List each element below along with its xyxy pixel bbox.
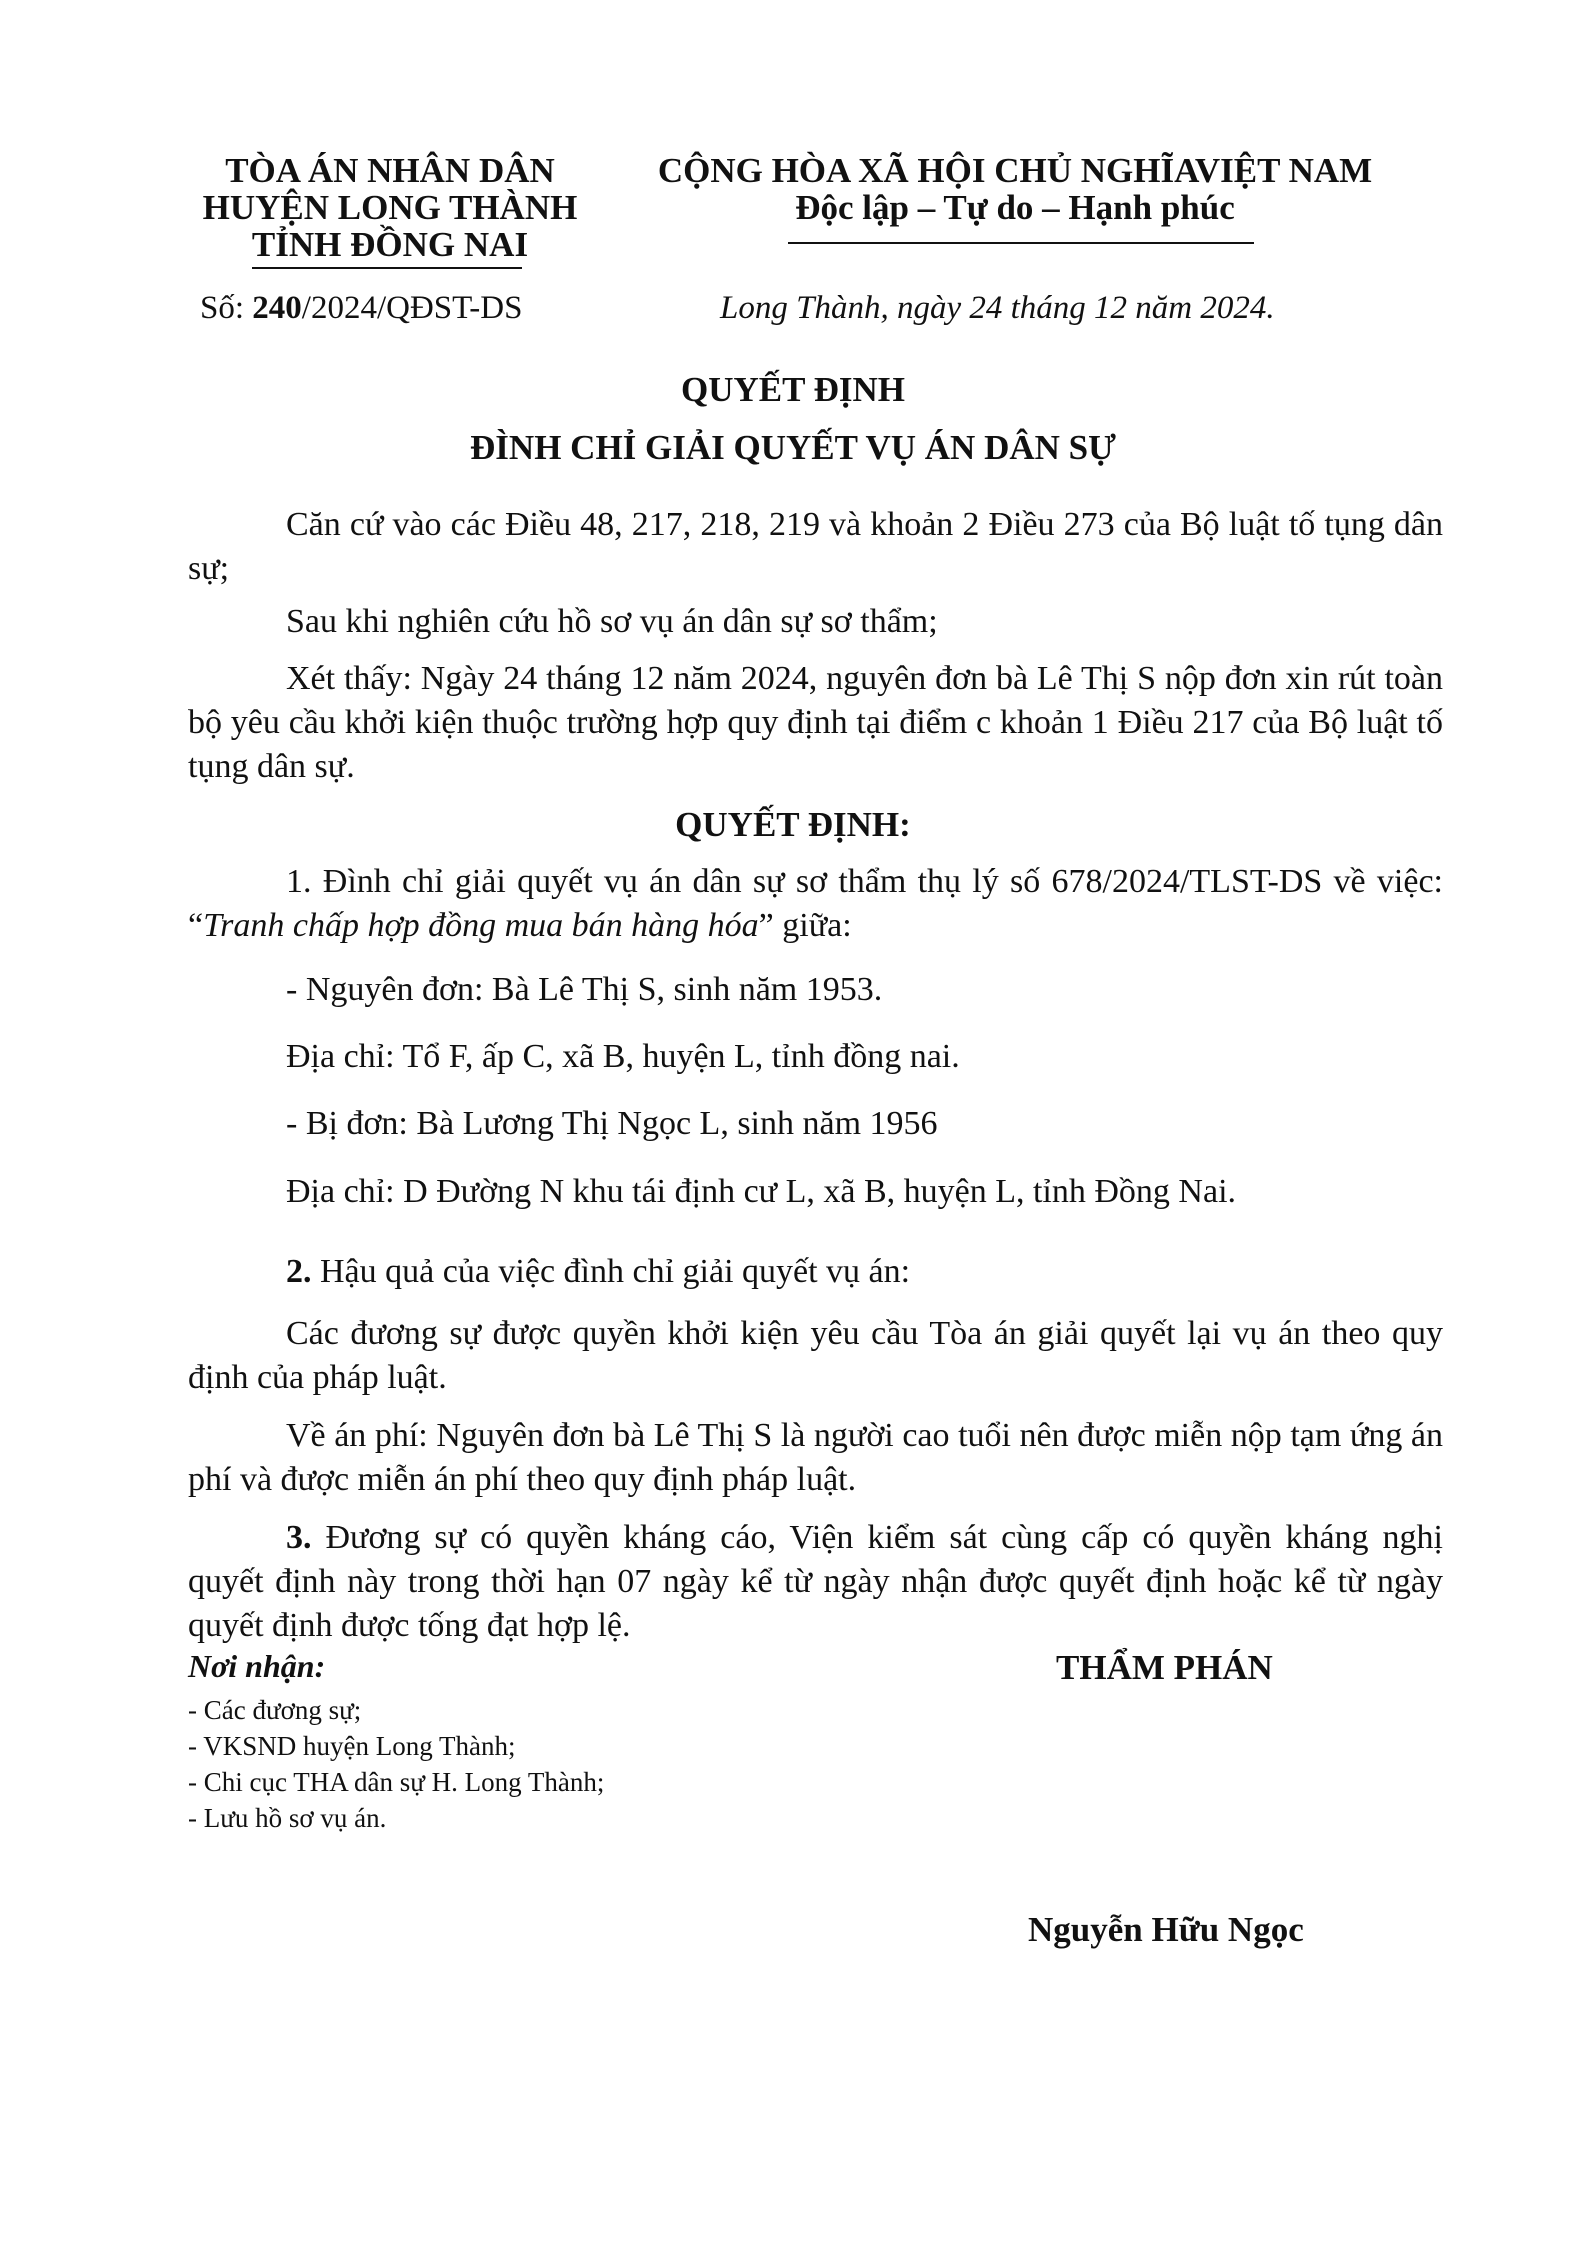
recipients-label: Nơi nhận: (188, 1648, 326, 1684)
recipient-item: - Chi cục THA dân sự H. Long Thành; (188, 1767, 605, 1797)
document-number (200, 290, 522, 327)
preamble-review: Sau khi nghiên cứu hồ sơ vụ án dân sự sơ thẩm; (286, 603, 938, 640)
document-subtitle: ĐÌNH CHỈ GIẢI QUYẾT VỤ ÁN DÂN SỰ (470, 428, 1116, 467)
court-line-3: TỈNH ĐỒNG NAI (251, 225, 529, 264)
item2-right-to-sue: Các đương sự được quyền khởi kiện yêu cầu Tòa án giải quyết lại vụ án theo quy định của pháp luật. (188, 1315, 1443, 1396)
court-line-2: HUYỆN LONG THÀNH (202, 188, 578, 227)
recipient-item: - VKSND huyện Long Thành; (188, 1731, 516, 1761)
nation-motto: Độc lập – Tự do – Hạnh phúc (795, 188, 1235, 227)
court-line-1: TÒA ÁN NHÂN DÂN (225, 151, 555, 190)
plaintiff-address: Địa chỉ: Tổ F, ấp C, xã B, huyện L, tỉnh đồng nai. (286, 1038, 960, 1075)
number-value: 240 (252, 290, 302, 326)
item1-text-before: 1. Đình chỉ giải quyết vụ án dân sự sơ thẩm thụ lý số 678/2024/TLST-DS về việc: “ (188, 863, 1443, 944)
decision-item-2-heading (286, 1250, 910, 1294)
plaintiff-line: - Nguyên đơn: Bà Lê Thị S, sinh năm 1953. (286, 971, 883, 1008)
item3-number: 3. (286, 1519, 312, 1556)
document-title: QUYẾT ĐỊNH (681, 370, 905, 409)
item2-heading-text: Hậu quả của việc đình chỉ giải quyết vụ án: (311, 1253, 911, 1290)
item2-number: 2. (286, 1253, 312, 1290)
decision-heading: QUYẾT ĐỊNH: (675, 805, 911, 844)
decision-item-1 (188, 860, 1443, 948)
preamble-consideration: Xét thấy: Ngày 24 tháng 12 năm 2024, nguyên đơn bà Lê Thị S nộp đơn xin rút toàn bộ yêu cầu khởi kiện thuộc trường hợp quy định tại điểm c khoản 1 Điều 217 của Bộ luật tố tụng dân sự. (188, 660, 1443, 785)
judge-title: THẨM PHÁN (1056, 1648, 1273, 1687)
defendant-address: Địa chỉ: D Đường N khu tái định cư L, xã B, huyện L, tỉnh Đồng Nai. (286, 1173, 1237, 1210)
decision-item-3 (188, 1516, 1443, 1648)
item3-text: Đương sự có quyền kháng cáo, Viện kiểm sát cùng cấp có quyền kháng nghị quyết định này trong thời hạn 07 ngày kể từ ngày nhận được quyết định hoặc kể từ ngày quyết định được tống đạt hợp lệ. (188, 1519, 1443, 1644)
number-prefix: Số: (200, 290, 253, 326)
item2-court-fee: Về án phí: Nguyên đơn bà Lê Thị S là người cao tuổi nên được miễn nộp tạm ứng án phí và được miễn án phí theo quy định pháp luật. (188, 1417, 1443, 1498)
number-suffix: /2024/QĐST-DS (301, 290, 523, 326)
nation-name: CỘNG HÒA XÃ HỘI CHỦ NGHĨAVIỆT NAM (657, 151, 1373, 190)
national-header (640, 152, 1390, 226)
dispute-type: Tranh chấp hợp đồng mua bán hàng hóa (203, 907, 759, 944)
place-date: Long Thành, ngày 24 tháng 12 năm 2024. (720, 290, 1275, 326)
item1-text-after: ” giữa: (758, 907, 852, 944)
recipient-item: - Các đương sự; (188, 1695, 362, 1725)
defendant-line: - Bị đơn: Bà Lương Thị Ngọc L, sinh năm 1956 (286, 1105, 938, 1142)
judge-name: Nguyễn Hữu Ngọc (1028, 1910, 1304, 1949)
preamble-legal-basis: Căn cứ vào các Điều 48, 217, 218, 219 và khoản 2 Điều 273 của Bộ luật tố tụng dân sự; (188, 506, 1443, 587)
recipient-item: - Lưu hồ sơ vụ án. (188, 1803, 387, 1833)
court-underline (252, 267, 522, 269)
motto-underline (788, 242, 1254, 244)
court-name-block (180, 152, 600, 263)
recipients-list (188, 1692, 604, 1836)
